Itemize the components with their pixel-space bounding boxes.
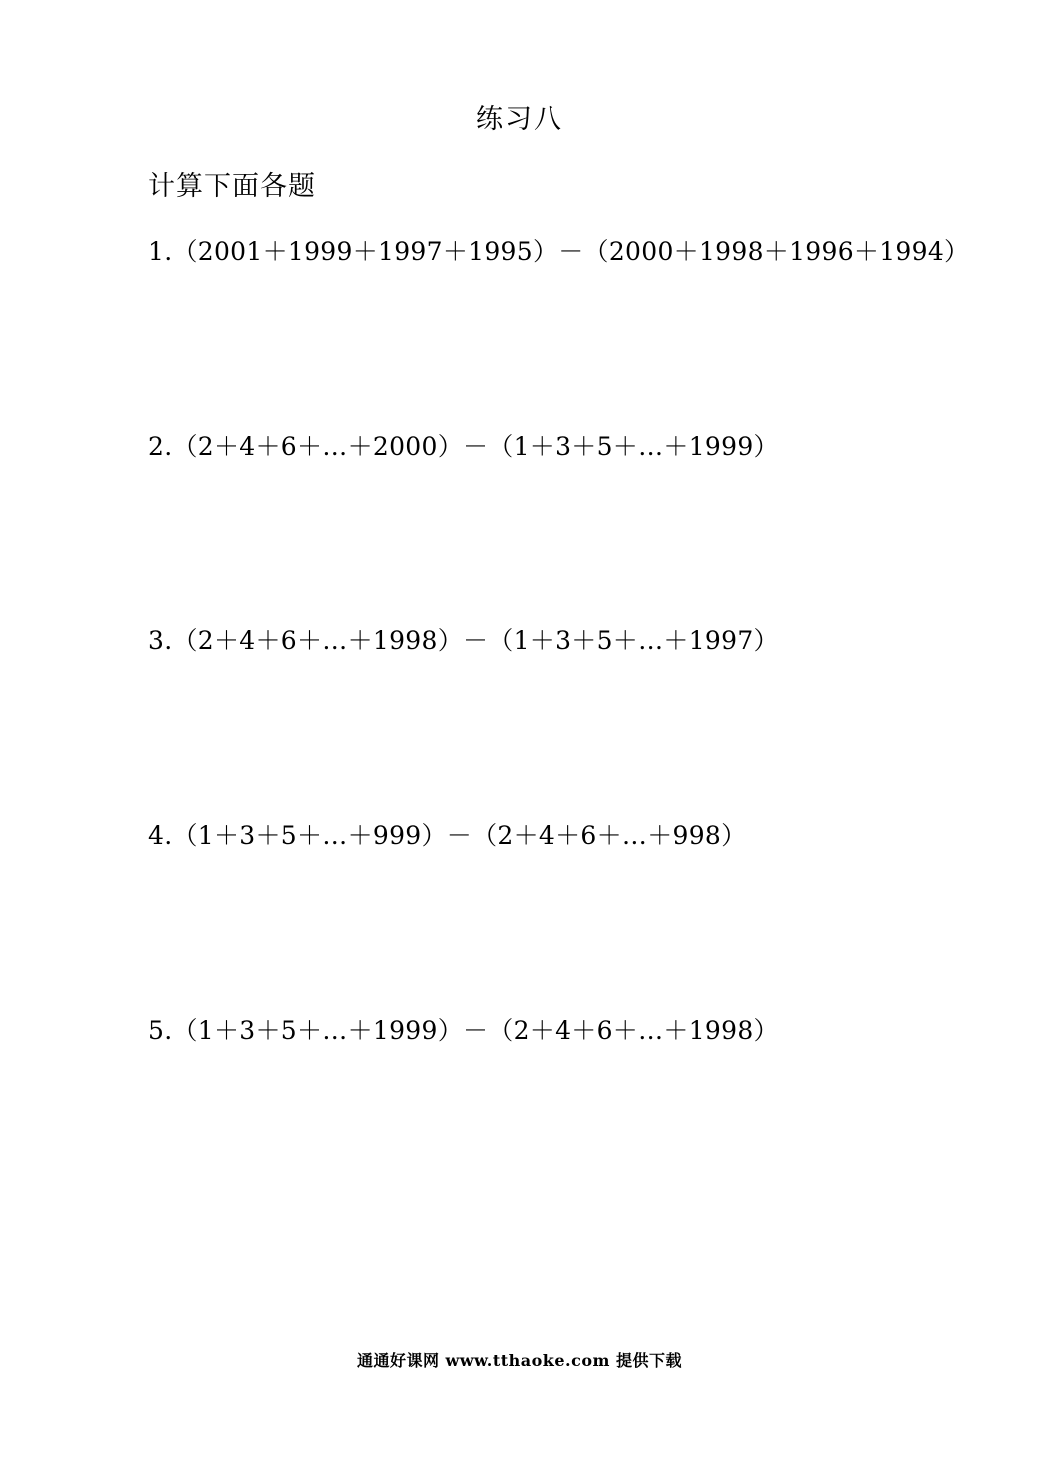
problem-3: 3.（2＋4＋6＋…＋1998）－（1＋3＋5＋…＋1997） [148,626,779,655]
page-title: 练习八 [476,104,563,135]
problem-5: 5.（1＋3＋5＋…＋1999）－（2＋4＋6＋…＋1998） [148,1016,779,1045]
problem-4: 4.（1＋3＋5＋…＋999）－（2＋4＋6＋…＋998） [148,821,747,850]
problem-1: 1.（2001＋1999＋1997＋1995）－（2000＋1998＋1996＋1994） [148,237,970,266]
instruction-heading: 计算下面各题 [148,171,316,202]
problem-2: 2.（2＋4＋6＋…＋2000）－（1＋3＋5＋…＋1999） [148,432,779,461]
footer-source-note: 通通好课网 www.tthaoke.com 提供下载 [356,1351,683,1370]
